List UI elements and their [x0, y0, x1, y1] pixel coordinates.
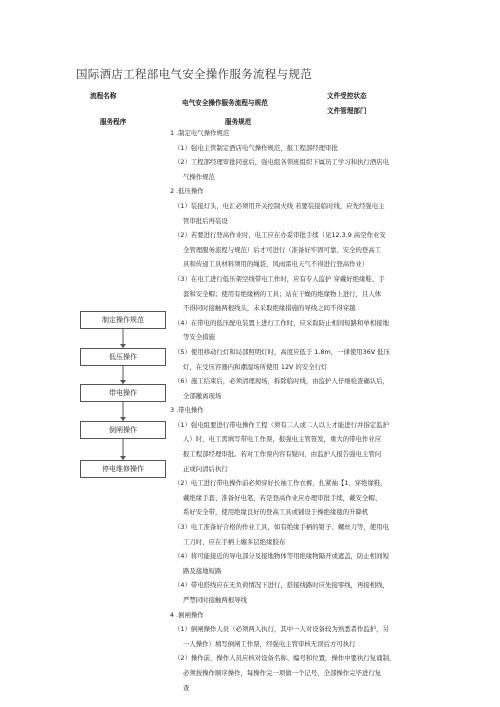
doc-status-label: 文件受控状态	[327, 92, 367, 100]
spec-line: （1）强电主管制定酒店电气操作规范，报工程部经理审批	[174, 143, 338, 152]
spec-line: （5）使用移动行灯和局部照明灯时，高度应低于 1.8m，一律使用36V 低压	[174, 347, 390, 356]
spec-line: 具和传递工具材料须用的绳袋，风雨雷电天气不得进行登高作业）	[183, 260, 369, 269]
spec-line: （6）施工结束后，必须清理现场，拆除临时线，由监护人仔细检查确认后，	[174, 377, 389, 386]
spec-line: （1）倒闸操作人员（必须两人执行，其中一人对设备较为熟悉者作监护，另	[174, 625, 389, 634]
spec-line: 正或问清后执行	[183, 464, 228, 473]
spec-line: （2）若要进行登高作业时，电工应在办妥审批手续（见12.3.9 高空作业安	[174, 231, 386, 240]
flow-box-live-work: 带电操作	[80, 384, 166, 402]
spec-line: （1）强电组要进行带电操作工程（须有二人或二人以上才能进行并指定监护	[174, 420, 389, 429]
service-program-label: 服务程序	[100, 118, 127, 126]
flow-box-outage-maintenance: 停电维修操作	[80, 460, 166, 478]
spec-line: 全管理服务流程与规范）后才可进行（准备好牢固可靠、安全的登高工	[183, 245, 382, 254]
spec-line: 3 .带电操作	[170, 406, 204, 415]
spec-line: （2）电工进行带电操作前必须穿好长袖工作衣裤，扎紧袖【1、穿绝缘鞋、	[174, 479, 387, 488]
flow-box-define-spec: 制定操作规范	[80, 311, 166, 329]
flow-name-value: 电气安全操作服务流程与规范	[182, 99, 268, 107]
flow-box-low-voltage: 低压操作	[80, 348, 166, 366]
spec-line: 灯，在受压容器内和潮湿场所使用 12V 的安全行灯	[183, 362, 328, 371]
spec-line: 一人操作）填写倒闸工作票，经强电主管审核无误后方可执行	[183, 639, 356, 648]
service-spec-label: 服务规范	[225, 118, 252, 126]
spec-line: 2 .低压操作	[170, 187, 204, 196]
spec-line: 全部撤离现场	[183, 391, 222, 400]
spec-line: 工刀时，应在手柄上缠多层绝缘胶布	[183, 537, 286, 546]
spec-line: 路及接地短路	[183, 566, 222, 575]
spec-line: 1 .制定电气操作规范	[170, 129, 230, 137]
spec-line: （2）操作前，操作人员应核对设备名称、编号和位置，操作中要执行复诵制，	[174, 654, 396, 663]
spec-line: 等安全措施	[183, 333, 215, 342]
spec-line: （4）带电搭线应在无负荷情况下进行，搭接线路时应先接零线，再接相线，	[174, 581, 389, 590]
spec-line: 人）时，电工需填写带电工作票，报强电主管签发，重大的带电作业应	[183, 435, 382, 444]
service-spec-body	[168, 126, 468, 695]
spec-line: （4）将可能接近的导电部分及接地物体等用绝缘物隔开或遮盖，防止相间短	[174, 552, 389, 561]
spec-line: 气操作规范	[183, 172, 215, 181]
spec-line: （3）电工准备好合格的作业工具，如有绝缘手柄的钳子、螺丝刀等，使用电	[174, 523, 389, 532]
spec-line: （3）在电工进行低压架空线带电工作时，应有专人监护 穿戴好绝缘鞋、手	[174, 274, 385, 283]
spec-line: 系好安全带，使用绝缘良好的登高工具或铺设于操绝缘毯的升降机	[183, 508, 369, 517]
spec-line: 套和安全帽；使用有绝缘柄的工具；站在干燥的绝缘物上进行，且人体	[183, 289, 382, 298]
spec-line: （4）在带电的低压配电装置上进行工作时，应采取防止相间短路和单相接地	[174, 318, 389, 327]
flow-name-label: 流程名称	[90, 92, 117, 100]
spec-line: 查	[183, 683, 190, 692]
flow-box-switching: 倒闸操作	[80, 421, 166, 439]
spec-line: 管审批后再装设	[183, 216, 228, 225]
spec-line: 严禁同时接触两根导线	[183, 596, 247, 604]
doc-dept-label: 文件管理部门	[327, 107, 367, 115]
document-title: 国际酒店工程部电气安全操作服务流程与规范	[76, 67, 312, 81]
spec-line: 戴绝缘手套、准备好电笔，若是登高作业应办理审批手续，戴安全帽、	[183, 493, 382, 502]
spec-line: 必须按操作顺序操作，每操作完一项做一个记号，全部操作完毕进行复	[183, 668, 382, 677]
spec-line: （2）工程部经理审批同意后，强电组各领班组织下属员工学习和执行酒店电	[174, 158, 389, 167]
spec-line: （1）装接灯头，电汇必须用开关控制火线 若要装接临时线，应先经强电主	[174, 201, 385, 210]
spec-line: 报工程部经理审批。若对工作票内容有疑问，由监护人报告强电主管问	[183, 450, 382, 459]
spec-line: 4 .倒闸操作	[170, 610, 204, 619]
spec-line: 不得同时接触两根线头，未采取绝缘措施的导线之间不得穿越	[183, 304, 356, 313]
